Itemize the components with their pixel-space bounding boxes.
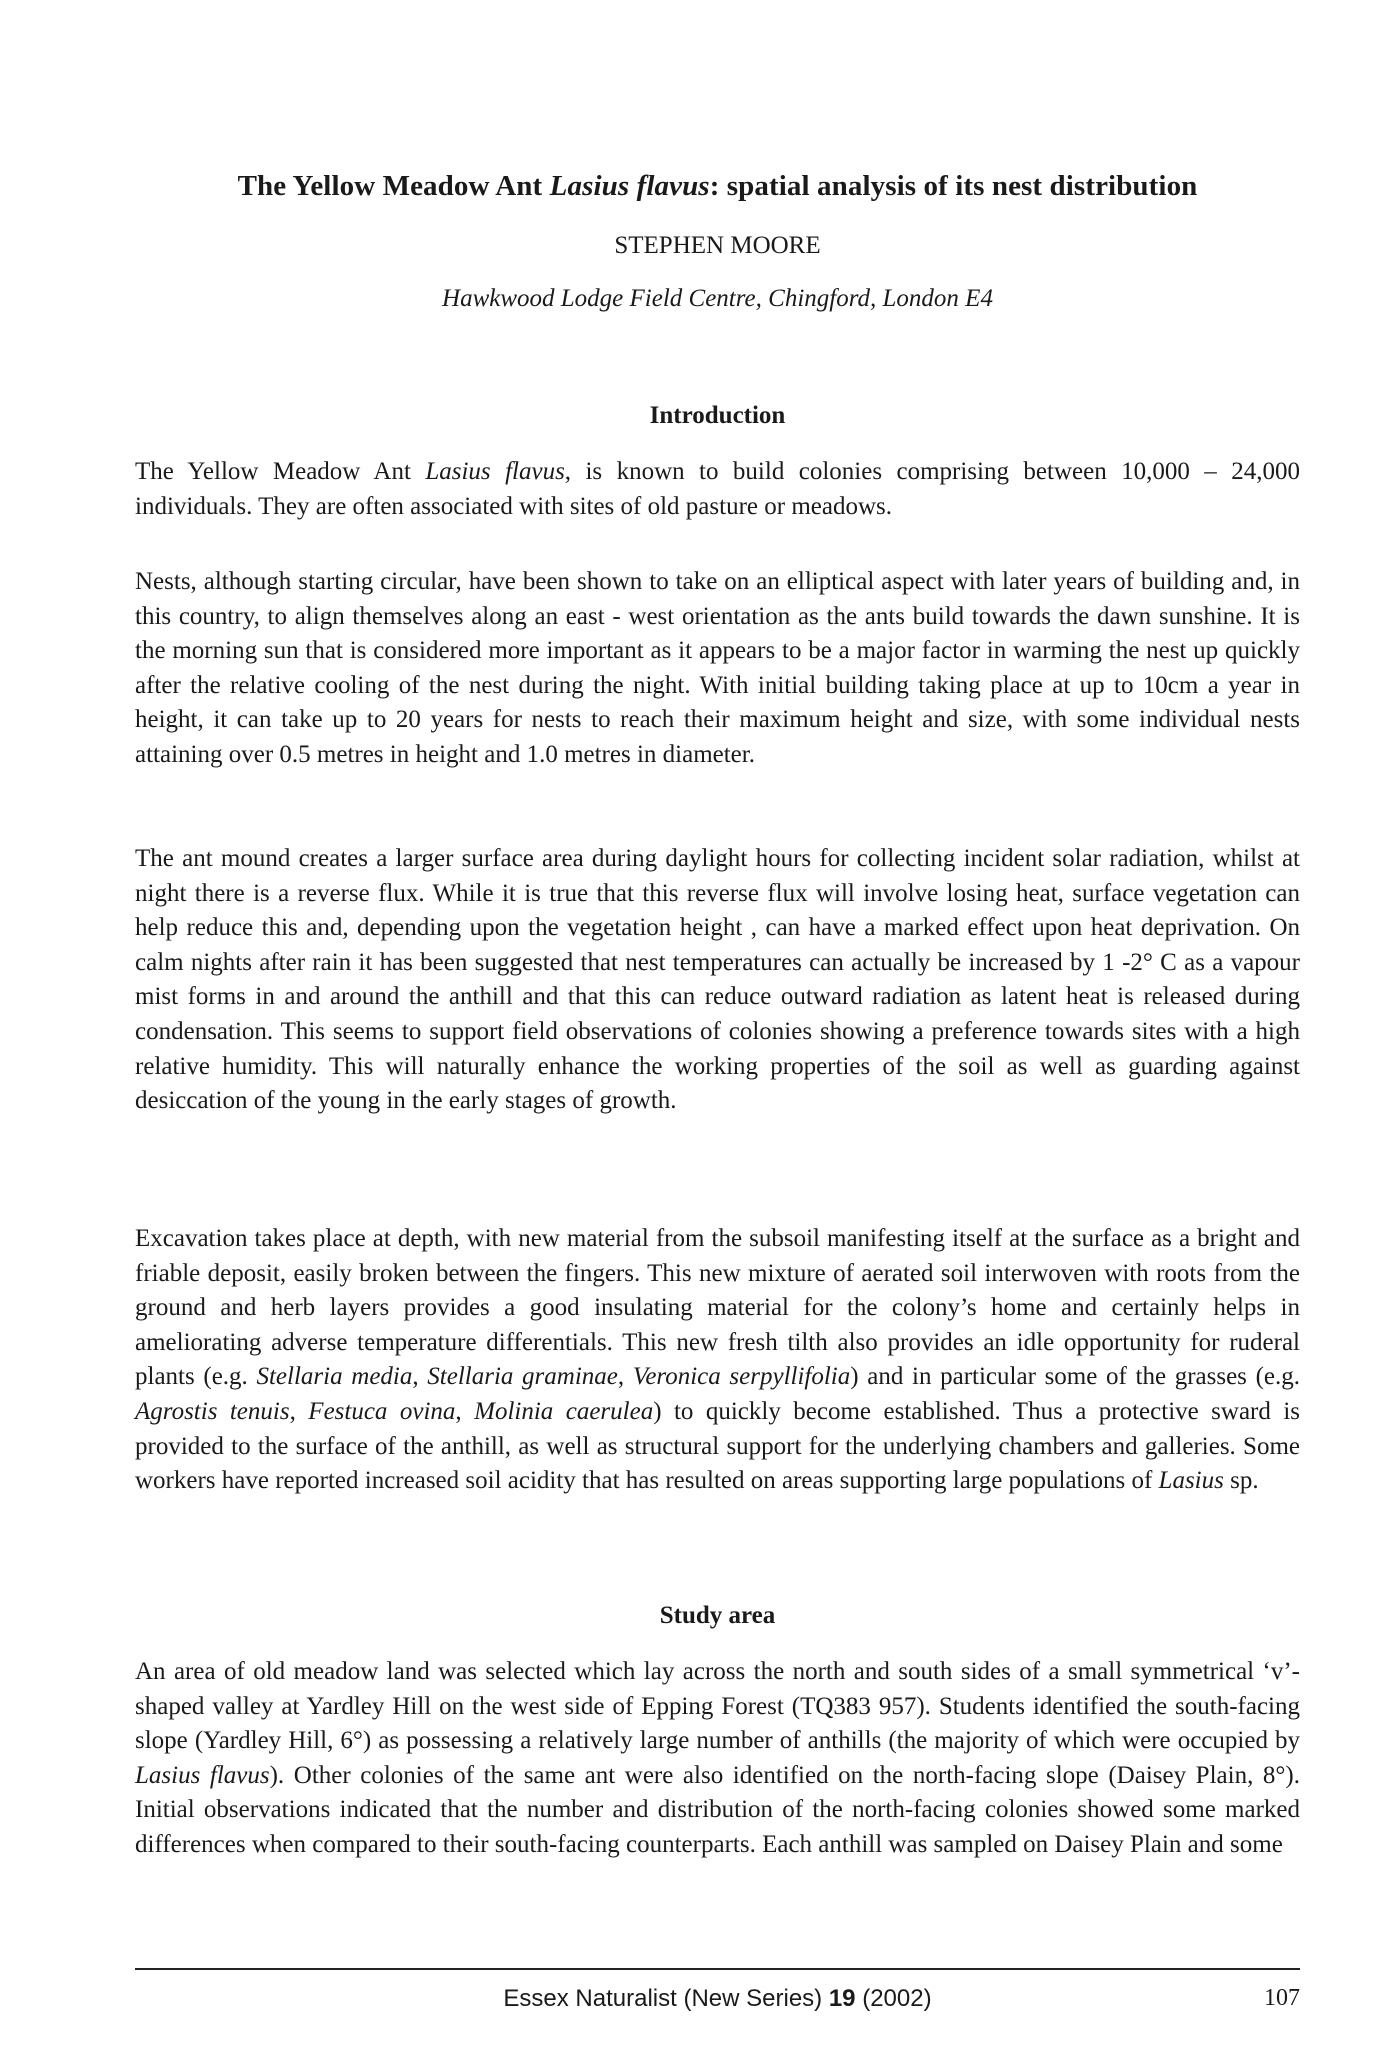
journal-name: Essex Naturalist (New Series) [503,1985,829,2012]
title-species: Lasius flavus [549,170,710,202]
species-name: Stellaria media [256,1363,413,1391]
text-run: , [455,1397,475,1425]
document-page [135,0,1300,2067]
text-run: , is known to build colonies comprising between 10,000 – 24,000 individuals. They are often associated with sites of old pasture or meadows. [135,458,1300,520]
species-name: Lasius flavus [135,1761,270,1789]
paragraph-intro-2: Nests, although starting circular, have been shown to take on an elliptical aspect with later years of building and, in this country, to align themselves along an east - west orientation as the ants build towards the dawn sunshine. It is the morning sun that is considered more important as it appears to be a major factor in warming the nest up quickly after the relative cooling of the nest during the night. With initial building taking place at up to 10cm a year in height, it can take up to 20 years for nests to reach their maximum height and size, with some individual nests attaining over 0.5 metres in height and 1.0 metres in diameter. [135,568,1300,768]
text-run: ) and in particular some of the grasses (e.g. [850,1363,1300,1391]
page-number: 107 [1264,1985,1300,2011]
text-run: , [412,1363,428,1391]
species-name: Lasius [1158,1467,1224,1495]
species-name: Agrostis tenuis [135,1397,290,1425]
species-name: Stellaria graminae [427,1363,618,1391]
text-run: , [289,1397,309,1425]
text-run: sp. [1223,1467,1259,1495]
species-name: Festuca ovina [308,1397,456,1425]
text-run: ) to quickly become established. Thus a protective sward is provided to the surface of the anthill, as well as structural support for the underlying chambers and galleries. Some workers have reported increased soil acidity that has resulted on areas supporting large populations of [135,1397,1301,1495]
paragraph-intro-3: The ant mound creates a larger surface area during daylight hours for collecting incident solar radiation, whilst at night there is a reverse flux. While it is true that this reverse flux will involve losing heat, surface vegetation can help reduce this and, depending upon the vegetation height , can have a marked effect upon heat deprivation. On calm nights after rain it has been suggested that nest temperatures can actually be increased by 1 -2° C as a vapour mist forms in and around the anthill and that this can reduce outward radiation as latent heat is released during condensation. This seems to support field observations of colonies showing a preference towards sites with a high relative humidity. This will naturally enhance the working properties of the soil as well as guarding against desiccation of the young in the early stages of growth. [135,845,1300,1115]
section-heading-introduction: Introduction [649,402,786,429]
text-run: Excavation takes place at depth, with new material from the subsoil manifesting itself at the surface as a bright and friable deposit, easily broken between the fingers. This new mixture of aerated soil interwoven with roots from the ground and herb layers provides a good insulating material for the colony’s home and certainly helps in ameliorating adverse temperature differentials. This new fresh tilth also provides an idle opportunity for ruderal plants (e.g. [135,1225,1300,1391]
journal-volume: 19 [828,1985,856,2012]
species-name: Veronica serpyllifolia [632,1363,851,1391]
paragraph-intro-1 [135,455,1300,524]
paragraph-study-area-1 [135,1655,1300,1863]
author-affiliation: Hawkwood Lodge Field Centre, Chingford, London E4 [442,285,993,312]
species-name: Lasius flavus [425,458,565,485]
text-run: An area of old meadow land was selected which lay across the north and south sides of a small symmetrical ‘v’-shaped valley at Yardley Hill on the west side of Epping Forest (TQ383 957). Students identified the south-facing slope (Yardley Hill, 6°) as possessing a relatively large number of anthills (the majority of which were occupied by [135,1658,1300,1755]
article-title [135,170,1300,203]
paragraph-intro-4 [135,1222,1300,1499]
title-suffix: : spatial analysis of its nest distribution [709,170,1198,202]
footer-rule [135,1968,1300,1970]
author-name: STEPHEN MOORE [614,232,821,259]
text-run: ). Other colonies of the same ant were also identified on the north-facing slope (Daisey Plain, 8°). Initial observations indicated that the number and distribution of the north-facing colonies showed some marked differences when compared to their south-facing counterparts. Each anthill was sampled on Daisey Plain and some [135,1761,1300,1858]
journal-citation [135,1985,1300,2013]
section-heading-study-area: Study area [659,1602,776,1629]
text-run: , [617,1363,633,1391]
text-run: The Yellow Meadow Ant [135,458,426,485]
title-prefix: The Yellow Meadow Ant [237,170,550,202]
species-name: Molinia caerulea [474,1397,654,1425]
journal-year: (2002) [855,1985,932,2012]
